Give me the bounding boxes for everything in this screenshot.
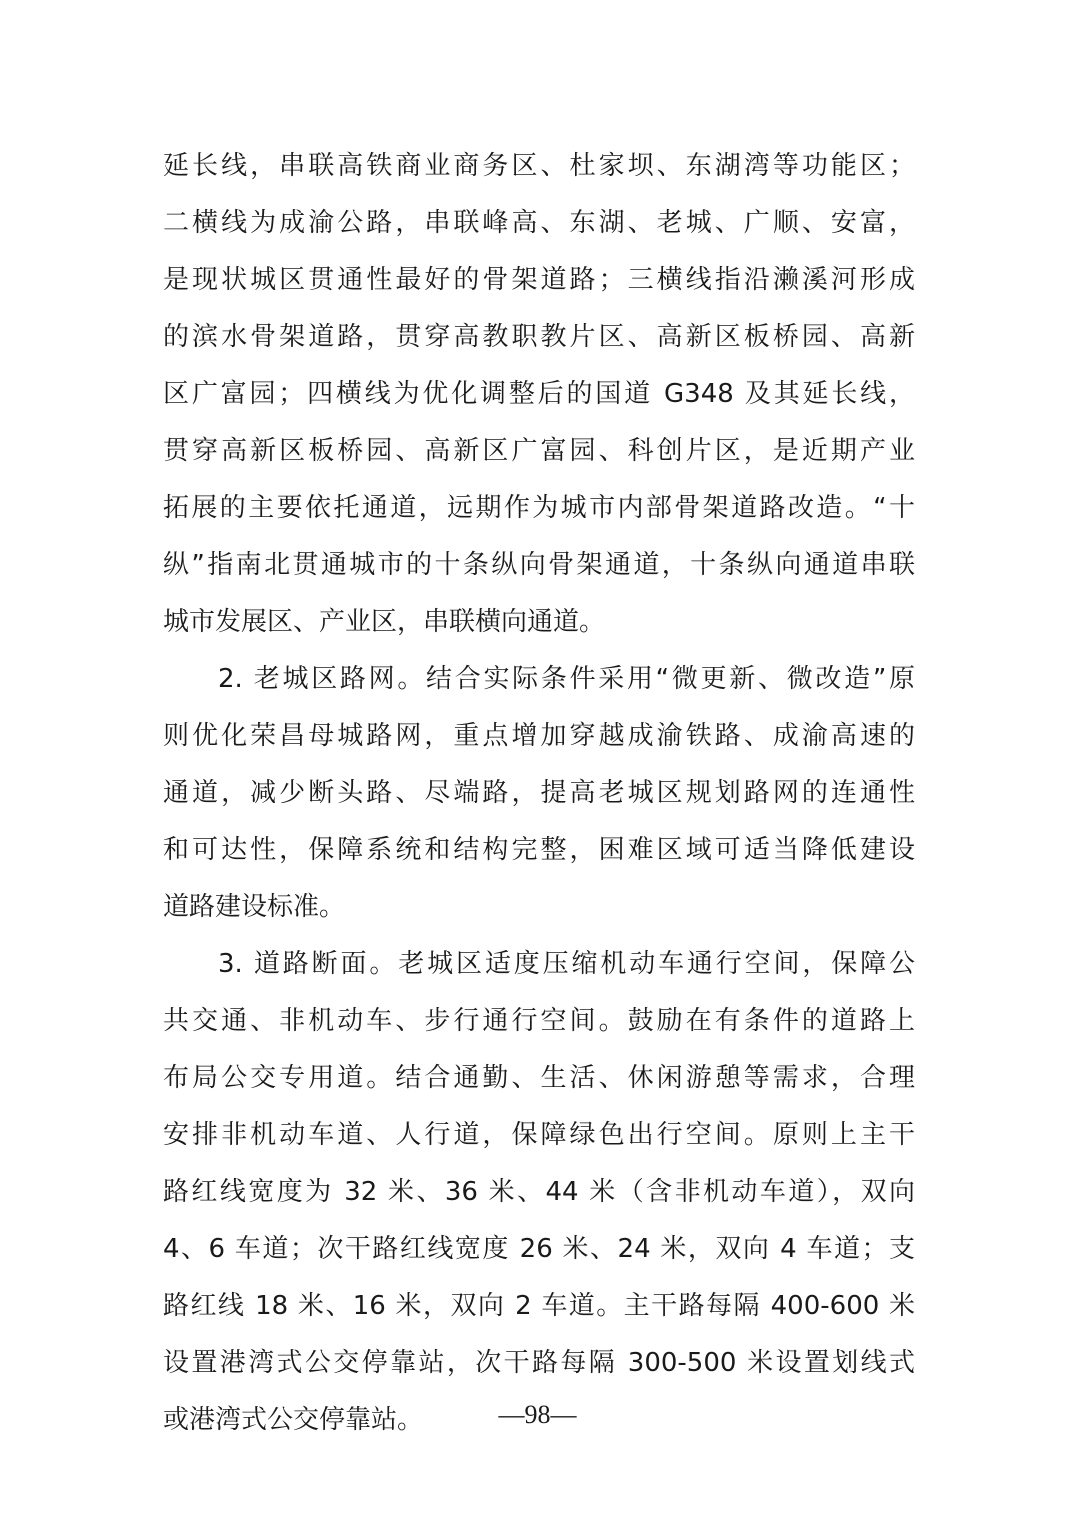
- text-line: 布局公交专用道。结合通勤、生活、休闲游憩等需求，合理: [163, 1063, 915, 1093]
- text-line: 2. 老城区路网。结合实际条件采用“微更新、微改造”原: [218, 664, 915, 694]
- text-line: 安排非机动车道、人行道，保障绿色出行空间。原则上主干: [163, 1120, 915, 1150]
- text-line: 二横线为成渝公路，串联峰高、东湖、老城、广顺、安富，: [163, 208, 915, 238]
- text-line: 路红线宽度为 32 米、36 米、44 米（含非机动车道），双向: [163, 1177, 915, 1207]
- text-line: 4、6 车道；次干路红线宽度 26 米、24 米，双向 4 车道；支: [163, 1234, 915, 1264]
- text-line: 拓展的主要依托通道，远期作为城市内部骨架道路改造。“十: [163, 493, 915, 523]
- text-line: 延长线，串联高铁商业商务区、杜家坝、东湖湾等功能区；: [163, 151, 915, 181]
- text-line: 城市发展区、产业区，串联横向通道。: [163, 607, 606, 637]
- text-line: 纵”指南北贯通城市的十条纵向骨架通道，十条纵向通道串联: [163, 550, 915, 580]
- text-line: 设置港湾式公交停靠站，次干路每隔 300-500 米设置划线式: [163, 1348, 915, 1378]
- text-line: 和可达性，保障系统和结构完整，困难区域可适当降低建设: [163, 835, 915, 865]
- text-line: 贯穿高新区板桥园、高新区广富园、科创片区，是近期产业: [163, 436, 915, 466]
- text-line: 是现状城区贯通性最好的骨架道路；三横线指沿濑溪河形成: [163, 265, 915, 295]
- body-text: [163, 138, 915, 1449]
- text-line: 共交通、非机动车、步行通行空间。鼓励在有条件的道路上: [163, 1006, 915, 1036]
- paragraph-3: [163, 936, 915, 1449]
- text-line: 3. 道路断面。老城区适度压缩机动车通行空间，保障公: [218, 949, 915, 979]
- page-number: —98—: [498, 1400, 577, 1429]
- text-line: 则优化荣昌母城路网，重点增加穿越成渝铁路、成渝高速的: [163, 721, 915, 751]
- paragraph-2: [163, 651, 915, 936]
- text-line: 道路建设标准。: [163, 892, 346, 922]
- text-line: 或港湾式公交停靠站。: [163, 1405, 424, 1435]
- text-line: 的滨水骨架道路，贯穿高教职教片区、高新区板桥园、高新: [163, 322, 915, 352]
- text-line: 区广富园；四横线为优化调整后的国道 G348 及其延长线，: [163, 379, 915, 409]
- paragraph-1: [163, 138, 915, 651]
- text-line: 路红线 18 米、16 米，双向 2 车道。主干路每隔 400-600 米: [163, 1291, 915, 1321]
- text-line: 通道，减少断头路、尽端路，提高老城区规划路网的连通性: [163, 778, 915, 808]
